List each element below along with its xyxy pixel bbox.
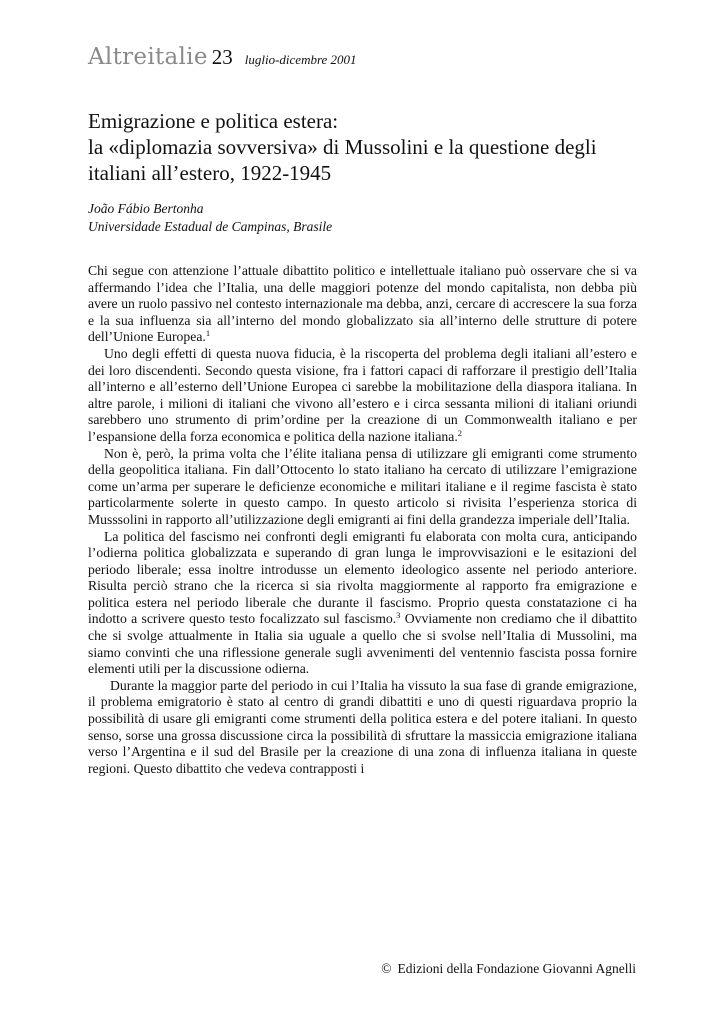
issue-date: luglio-dicembre 2001 bbox=[244, 52, 357, 67]
article-body bbox=[88, 263, 637, 777]
title-line: Emigrazione e politica estera: bbox=[88, 109, 339, 133]
title-line: la «diplomazia sovversiva» di Mussolini e la questione degli bbox=[88, 135, 597, 159]
copyright-symbol: © bbox=[381, 961, 392, 976]
author-name: João Fábio Bertonha bbox=[88, 201, 204, 216]
paragraph: Non è, però, la prima volta che l’élite italiana pensa di utilizzare gli emigranti come strumento della geopolitica italiana. Fin dall’Ottocento lo stato italiano ha cercato di utilizzare l’emigrazione come un’arma per superare le deficienze economiche e militari italiane e il regime fascista è stato particolarmente solerte in questo campo. In questo articolo si rivisita l’esperienza storica di Musssolini in rapporto all’utilizzazione degli emigranti ai fini della grandezza imperiale dell’Italia. bbox=[88, 445, 637, 527]
author-block bbox=[88, 200, 332, 236]
author-affiliation: Universidade Estadual de Campinas, Brasile bbox=[88, 219, 333, 234]
publisher-footer bbox=[381, 961, 636, 977]
journal-name: Altreitalie bbox=[88, 44, 208, 70]
article-title bbox=[88, 108, 648, 186]
paragraph: La politica del fascismo nei confronti degli emigranti fu elaborata con molta cura, anticipando l’odierna politica globalizzata e superando di gran lunga le improvvisazioni e le esitazioni del periodo liberale; essa inoltre introdusse un elemento ideologico assente nel periodo anteriore. Risulta perciò strano che la ricerca si sia rivolta maggiormente al rapporto fra emigrazione e politica estera nel periodo liberale che durante il fascismo. Proprio questa constatazione ci ha indotto a scrivere questo testo focalizzato sul fascismo.$^3$ Ovviamente non crediamo che il dibattito che si svolge attualmente in Italia sia uguale a quello che si svolse nell’Italia di Mussolini, ma siamo convinti che una riflessione generale sugli avvenimenti del ventennio fascista possa fornire elementi utili per la discussione odierna. bbox=[88, 528, 637, 677]
journal-header bbox=[88, 44, 357, 70]
paragraph: Uno degli effetti di questa nuova fiducia, è la riscoperta del problema degli italiani all’estero e dei loro discendenti. Secondo questa visione, fra i fattori capaci di rafforzare il prestigio dell’Italia all’interno e all’esterno dell’Unione Europea ci sarebbe la mobilitazione della diaspora italiana. In altre parole, i milioni di italiani che vivono all’estero e i circa sessanta milioni di italiani oriundi sarebbero uno strumento di prim’ordine per la creazione di un Commonwealth italiano e per l’espansione della forza economica e politica della nazione italiana.$^2$ bbox=[88, 345, 637, 444]
publisher-name: Edizioni della Fondazione Giovanni Agnelli bbox=[397, 961, 636, 976]
issue-number: 23 bbox=[211, 45, 233, 69]
paragraph: Durante la maggior parte del periodo in cui l’Italia ha vissuto la sua fase di grande emigrazione, il problema emigratorio è stato al centro di grandi dibattiti e uno di questi riguardava proprio la possibilità di usare gli emigranti come strumenti della politica estera e del potere italiani. In questo senso, sorse una grossa discussione circa la possibilità di sfruttare la massiccia emigrazione italiana verso l’Argentina e il sud del Brasile per la creazione di una zona di influenza italiana in queste regioni. Questo dibattito che vedeva contrapposti i bbox=[88, 677, 637, 776]
title-line: italiani all’estero, 1922-1945 bbox=[88, 161, 332, 185]
footnote-ref: 1 bbox=[205, 328, 211, 339]
paragraph: Chi segue con attenzione l’attuale dibattito politico e intellettuale italiano può osservare che si va affermando l’idea che l’Italia, una delle maggiori potenze del mondo capitalista, non debba più avere un ruolo passivo nel contesto internazionale ma debba, anzi, cercare di accrescere la sua forza e la sua influenza sia all’interno del mondo globalizzato sia all’interno delle strutture di potere dell’Unione Europea.$^1$ bbox=[88, 263, 637, 345]
footnote-ref: 3 bbox=[396, 610, 401, 621]
footnote-ref: 2 bbox=[457, 427, 463, 438]
